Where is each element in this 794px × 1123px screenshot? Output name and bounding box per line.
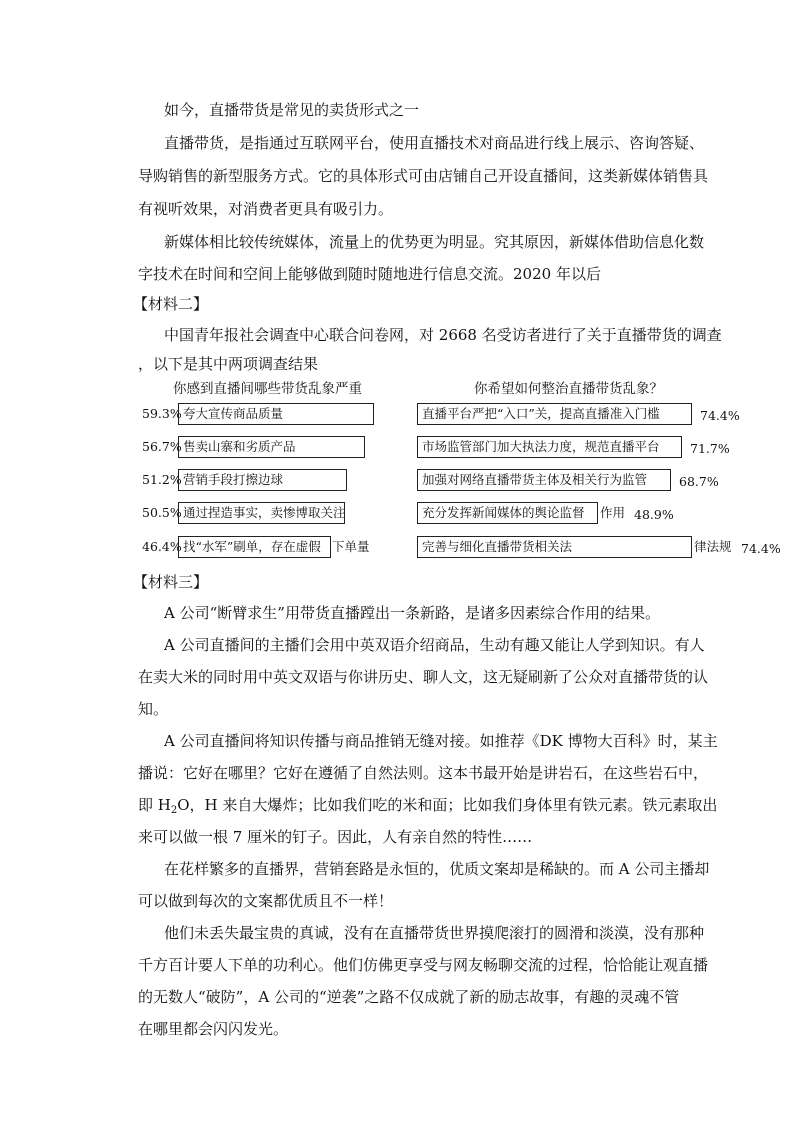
material3-line-3: 在卖大米的同时用中英文双语与你讲历史、聊人文，这无疑刷新了公众对直播带货的认 <box>138 668 709 686</box>
chart-1-title: 你感到直播间哪些带货乱象严重 <box>173 381 362 397</box>
chart2-bar: 加强对网络直播带货主体及相关行为监管 <box>417 469 671 491</box>
material3-heading: 【材料三】 <box>133 573 209 591</box>
material3-line-1: A 公司“断臂求生”用带货直播蹚出一条新路，是诸多因素综合作用的结果。 <box>164 604 660 622</box>
material2-intro-1: 中国青年报社会调查中心联合问卷网，对 2668 名受访者进行了关于直播带货的调查 <box>164 326 722 344</box>
chart1-percent-label: 51.2% <box>142 472 182 487</box>
material3-line-7 <box>138 795 717 821</box>
chart1-percent-label: 46.4% <box>142 539 182 554</box>
chart1-bar-label-tail: 下单量 <box>332 539 370 554</box>
chart2-bar: 直播平台严把“入口”关，提高直播准入门槛 <box>417 403 692 425</box>
intro-line-3: 导购销售的新型服务方式。它的具体形式可由店铺自己开设直播间，这类新媒体销售具 <box>138 167 709 185</box>
chart2-bar: 市场监管部门加大执法力度，规范直播平台 <box>417 436 682 458</box>
chart1-percent-label: 56.7% <box>142 439 182 454</box>
intro-line-6: 字技术在时间和空间上能够做到随时随地进行信息交流。2020 年以后 <box>138 265 601 283</box>
chart2-bar: 充分发挥新闻媒体的舆论监督 <box>417 502 598 524</box>
h2o-prefix: 即 H <box>138 796 171 814</box>
intro-line-4: 有视听效果，对消费者更具有吸引力。 <box>138 200 394 218</box>
material3-line-4: 知。 <box>138 700 169 718</box>
material3-line-11: 他们未丢失最宝贵的真诚，没有在直播带货世界摸爬滚打的圆滑和淡漠，没有那种 <box>164 924 705 942</box>
chart1-bar: 售卖山寨和劣质产品 <box>178 436 365 458</box>
chart2-bar: 完善与细化直播带货相关法 <box>417 536 692 558</box>
chart2-percent-label: 74.4% <box>700 408 740 423</box>
material3-line-12: 千方百计要人下单的功利心。他们仿佛更享受与网友畅聊交流的过程，恰恰能让观直播 <box>138 956 709 974</box>
chart1-bar: 夸大宣传商品质量 <box>178 403 374 425</box>
chart1-bar: 营销手段打擦边球 <box>178 469 347 491</box>
intro-line-2: 直播带货，是指通过互联网平台，使用直播技术对商品进行线上展示、咨询答疑、 <box>164 134 705 152</box>
h2o-subscript: 2 <box>170 805 178 816</box>
material3-line-13: 的无数人“破防”，A 公司的“逆袭”之路不仅成就了新的励志故事，有趣的灵魂不管 <box>138 988 680 1006</box>
chart2-percent-label: 48.9% <box>634 507 674 522</box>
h2o-rest: O，H 来自大爆炸；比如我们吃的米和面；比如我们身体里有铁元素。铁元素取出 <box>177 796 718 814</box>
chart1-bar: 通过捏造事实，卖惨博取关注 <box>178 502 345 524</box>
material2-heading: 【材料二】 <box>133 295 209 313</box>
chart2-bar-label-tail: 律法规 <box>694 539 732 554</box>
intro-line-1: 如今，直播带货是常见的卖货形式之一 <box>164 101 420 119</box>
material3-line-10: 可以做到每次的文案都优质且不一样！ <box>138 892 394 910</box>
material2-intro-2: ，以下是其中两项调查结果 <box>138 355 319 373</box>
chart2-percent-label: 74.4% <box>741 541 781 556</box>
chart1-bar: 找“水军”刷单，存在虚假 <box>178 536 331 558</box>
material3-line-8: 来可以做一根 7 厘米的钉子。因此，人有亲自然的特性…… <box>138 828 533 846</box>
intro-line-5: 新媒体相比较传统媒体，流量上的优势更为明显。究其原因，新媒体借助信息化数 <box>164 233 705 251</box>
chart-2-title: 你希望如何整治直播带货乱象？ <box>474 381 663 397</box>
chart2-percent-label: 68.7% <box>679 474 719 489</box>
material3-line-14: 在哪里都会闪闪发光。 <box>138 1020 289 1038</box>
chart2-bar-label-tail: 作用 <box>600 505 626 520</box>
material3-line-2: A 公司直播间的主播们会用中英双语介绍商品，生动有趣又能让人学到知识。有人 <box>164 636 705 654</box>
material3-line-9: 在花样繁多的直播界，营销套路是永恒的，优质文案却是稀缺的。而 A 公司主播却 <box>164 860 710 878</box>
chart1-percent-label: 50.5% <box>142 505 182 520</box>
material3-line-6: 播说：它好在哪里？它好在遵循了自然法则。这本书最开始是讲岩石，在这些岩石中， <box>138 764 709 782</box>
chart1-percent-label: 59.3% <box>142 406 182 421</box>
material3-line-5: A 公司直播间将知识传播与商品推销无缝对接。如推荐《DK 博物大百科》时，某主 <box>164 732 718 750</box>
chart2-percent-label: 71.7% <box>690 441 730 456</box>
